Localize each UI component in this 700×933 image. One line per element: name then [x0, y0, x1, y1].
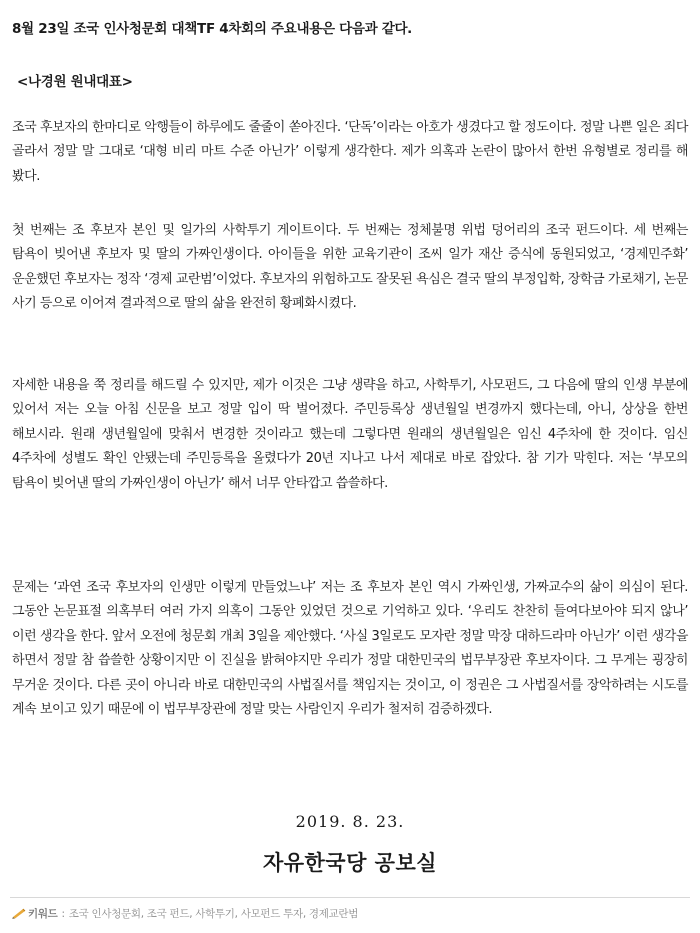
paragraph: 문제는 ‘과연 조국 후보자의 인생만 이렇게 만들었느냐’ 저는 조 후보자 본인 역시 가짜인생, 가짜교수의 삶이 의심이 된다. 그동안 논문표절 의혹부터 여러 가지 의혹이 그동안 있었던 것으로 기억하고 있다. ‘우리도 찬찬히 들여다보아야 되지 않나’ 이런 생각을 한다. 앞서 오전에 청문회 개최 3일을 제안했다. ‘사실 3일로도 모자란 정말 막장 대하드라마 아닌가’ 이런 생각을 하면서 정말 참 씁쓸한 상황이지만 이 진실을 밝혀야지만 우리가 정말 대한민국의 법무부장관 후보자이다. 그 무게는 굉장히 무거운 것이다. 다른 곳이 아니라 바로 대한민국의 사법질서를 책임지는 것이고, 이 정권은 그 사법질서를 장악하려는 시도를 계속 보이고 있기 때문에 이 법무부장관에 정말 맞는 사람인지 우리가 철저히 검증하겠다. [12, 580, 688, 718]
divider [10, 897, 690, 898]
keywords-text: 조국 인사청문회, 조국 펀드, 사학투기, 사모펀드 투자, 경제교란범 [68, 908, 359, 920]
keywords-label: 키워드 [28, 908, 58, 920]
keywords-separator: : [61, 907, 65, 920]
paragraph: 자세한 내용을 쭉 정리를 해드릴 수 있지만, 제가 이것은 그냥 생략을 하고, 사학투기, 사모펀드, 그 다음에 딸의 인생 부분에 있어서 저는 오늘 아침 신문을 보고 정말 입이 딱 벌어졌다. 주민등록상 생년월일 변경까지 했다는데, 아니, 상상을 한번 해보시라. 원래 생년월일에 맞춰서 변경한 것이라고 했는데 그렇다면 원래의 생년월일은 임신 4주차에 한 것이다. 임신 4주차에 성별도 확인 안됐는데 주민등록을 올렸다가 20년 지나고 나서 제대로 바로 잡았다. 참 기가 막힌다. 저는 ‘부모의 탐욕이 빚어낸 딸의 가짜인생이 아닌가’ 해서 너무 안타깝고 씁쓸하다. [12, 378, 688, 491]
paragraph: 조국 후보자의 한마디로 악행들이 하루에도 줄줄이 쏟아진다. ‘단독’이라는 아호가 생겼다고 할 정도이다. 정말 나쁜 일은 죄다 골라서 정말 말 그대로 ‘대형 비리 마트 수준 아닌가’ 이렇게 생각한다. 제가 의혹과 논란이 많아서 한번 유형별로 정리를 해 봤다. [12, 120, 688, 184]
paragraph: 첫 번째는 조 후보자 본인 및 일가의 사학투기 게이트이다. 두 번째는 정체불명 위법 덩어리의 조국 펀드이다. 세 번째는 탐욕이 빚어낸 후보자 및 딸의 가짜인생이다. 아이들을 위한 교육기관이 조씨 일가 재산 증식에 동원되었고, ‘경제민주화’ 운운했던 후보자는 정작 ‘경제 교란범’이었다. 후보자의 위험하고도 잘못된 욕심은 결국 딸의 부정입학, 장학금 가로채기, 논문 사기 등으로 이어져 결과적으로 딸의 삶을 완전히 황폐화시켰다. [12, 223, 688, 312]
speaker-label: <나경원 원내대표> [17, 74, 133, 90]
keywords-bar [12, 906, 358, 921]
page-heading: 8월 23일 조국 인사청문회 대책TF 4차회의 주요내용은 다음과 같다. [12, 21, 413, 37]
pencil-icon [12, 908, 26, 919]
release-date: 2019. 8. 23. [295, 812, 405, 831]
organization-name: 자유한국당 공보실 [262, 851, 438, 875]
